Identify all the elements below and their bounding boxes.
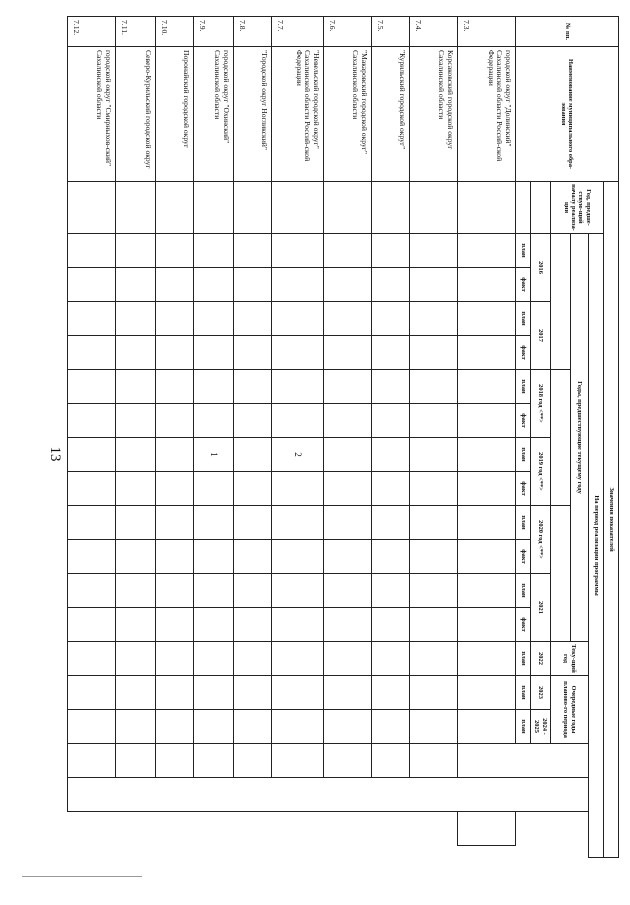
value-cell [234,370,272,404]
value-cell [156,336,194,370]
value-cell [116,540,156,574]
value-cell [68,540,116,574]
value-2019-plan: 1 [194,438,234,472]
value-cell [68,506,116,540]
header-plan-2022: план [516,642,531,676]
value-cell [458,608,516,642]
value-cell [372,472,410,506]
value-cell [68,302,116,336]
value-cell [324,268,372,302]
value-cell [272,336,324,370]
value-cell [372,540,410,574]
value-cell [372,370,410,404]
header-year-2017: 2017 [531,302,551,370]
header-plan-2021: план [516,574,531,608]
value-cell [116,676,156,710]
value-cell [372,302,410,336]
value-cell [234,404,272,438]
row-number: 7.7. [272,17,324,47]
value-cell [156,744,194,778]
value-cell [458,404,516,438]
value-cell [410,608,458,642]
value-cell [272,540,324,574]
table-row [324,17,372,858]
value-cell [324,370,372,404]
value-cell [458,676,516,710]
value-cell [156,608,194,642]
value-cell [272,574,324,608]
value-cell [194,608,234,642]
header-plan-2024-2025: план [516,710,531,744]
municipality-name: "Невельский городской округ" Сахалинской области Россий-ской Федерации [272,47,324,182]
value-cell [116,404,156,438]
header-year-2016: 2016 [531,234,551,302]
header-fact-2021: факт [516,608,531,642]
value-cell [372,642,410,676]
value-cell [156,574,194,608]
value-cell [156,642,194,676]
value-cell [372,710,410,744]
table-row [194,17,234,858]
header-blank-base [531,182,551,234]
value-cell [410,710,458,744]
value-cell [372,438,410,472]
value-cell [272,302,324,336]
header-plan-2016: план [516,234,531,268]
value-cell [324,438,372,472]
value-cell [372,404,410,438]
value-cell [68,608,116,642]
value-cell [194,370,234,404]
value-cell [194,302,234,336]
header-fact-2017: факт [516,336,531,370]
value-cell [156,268,194,302]
header-fact-2016: факт [516,268,531,302]
header-col-num: № пп. [516,17,619,47]
header-col-current-year: Теку-щий год [551,642,589,676]
value-cell [156,234,194,268]
value-cell [458,438,516,472]
table-row [68,17,116,858]
value-cell [116,336,156,370]
value-cell [68,574,116,608]
value-cell [156,438,194,472]
header-row-1 [604,17,619,858]
municipality-name: "Городской округ Ногликский" [234,47,272,182]
value-cell [410,540,458,574]
table-row [372,17,410,858]
value-cell [458,812,516,846]
page-number: 13 [47,446,64,462]
header-col-program-period: На период реализации программы [589,234,604,858]
value-cell [116,268,156,302]
table-row [458,17,516,858]
value-cell [324,472,372,506]
row-number: 7.4. [410,17,458,47]
table-row [234,17,272,858]
value-cell [234,268,272,302]
value-cell [272,370,324,404]
header-plan-2017: план [516,302,531,336]
value-cell [458,642,516,676]
value-cell [458,370,516,404]
value-cell [324,574,372,608]
row-number: 7.11. [116,17,156,47]
value-cell [234,302,272,336]
header-blank-2018-2019 [551,370,571,506]
value-cell [410,336,458,370]
value-cell [234,710,272,744]
value-cell [156,472,194,506]
header-blank-base-plan [516,182,531,234]
value-cell [272,676,324,710]
value-cell [116,234,156,268]
value-cell [272,472,324,506]
value-cell [324,234,372,268]
value-cell [194,540,234,574]
header-blank-2016-2017 [551,234,571,370]
table-body [68,17,619,858]
municipality-name: "Макаровский городской округ" Сахалинской области [324,47,372,182]
value-cell [272,642,324,676]
value-cell [272,268,324,302]
value-cell [156,540,194,574]
row-number: 7.3. [458,17,516,47]
value-cell [372,744,410,778]
header-year-2023: 2023 [531,676,551,710]
value-cell [372,268,410,302]
header-col-base-year: Год, предше-ствую-щий началу реализа-ции [551,182,604,234]
value-cell [194,234,234,268]
value-cell [458,268,516,302]
value-cell [324,676,372,710]
header-year-2020: 2020 год <**> [531,506,551,574]
header-plan-2020: план [516,506,531,540]
municipality-name: Северо-Курильский городской округ [116,47,156,182]
header-fact-2018: факт [516,404,531,438]
value-cell [410,302,458,336]
value-cell [234,472,272,506]
value-cell [156,676,194,710]
value-cell [234,642,272,676]
value-cell [458,472,516,506]
value-cell [458,506,516,540]
value-cell [194,710,234,744]
header-blank-2020-2021 [551,506,571,642]
value-cell [68,182,116,234]
header-year-2018: 2018 год <**> [531,370,551,438]
value-cell [410,574,458,608]
value-cell [324,710,372,744]
table-row [410,17,458,858]
value-cell [194,676,234,710]
value-cell [372,574,410,608]
value-cell [156,404,194,438]
header-plan-2019: план [516,438,531,472]
value-cell [234,744,272,778]
value-cell [234,182,272,234]
value-cell [458,182,516,234]
value-cell [194,472,234,506]
value-cell [68,744,116,778]
value-cell [116,506,156,540]
value-cell [156,506,194,540]
value-cell [458,234,516,268]
value-cell [116,744,156,778]
value-cell [324,744,372,778]
value-cell [272,182,324,234]
value-cell [324,540,372,574]
value-cell [116,574,156,608]
value-cell [372,676,410,710]
value-cell [324,404,372,438]
value-cell [410,506,458,540]
value-cell [272,506,324,540]
value-cell [156,710,194,744]
municipality-name: "Курильский городской округ" [372,47,410,182]
value-cell [68,472,116,506]
header-year-2022: 2022 [531,642,551,676]
value-cell [458,574,516,608]
value-cell [234,234,272,268]
right-margin-column [68,778,589,812]
header-year-2024-2025: 2024 - 2025 [531,710,551,744]
value-cell [68,710,116,744]
value-cell [410,268,458,302]
value-cell [410,472,458,506]
municipality-name: городской округ "Смирныхов-ский" Сахалинской области [68,47,116,182]
header-year-2021: 2021 [531,574,551,642]
value-cell [194,404,234,438]
value-cell [372,506,410,540]
value-cell [156,302,194,336]
header-col-name: Наименование муниципального обра-зования [516,47,619,182]
value-cell [116,472,156,506]
value-cell [410,234,458,268]
value-cell [324,302,372,336]
value-cell [194,744,234,778]
value-cell [116,182,156,234]
row-number: 7.10. [156,17,194,47]
table-row [272,17,324,858]
value-cell [194,642,234,676]
value-cell [458,336,516,370]
header-fact-2020: факт [516,540,531,574]
header-plan-2018: план [516,370,531,404]
value-cell [410,642,458,676]
value-cell [324,182,372,234]
header-fact-2019: факт [516,472,531,506]
value-cell [194,574,234,608]
row-number: 7.8. [234,17,272,47]
value-cell [458,540,516,574]
municipality-name: городской округ "Охинский" Сахалинской области [194,47,234,182]
value-cell [194,182,234,234]
value-cell [68,268,116,302]
header-col-values: Значения показателей [604,182,619,858]
value-cell [324,336,372,370]
rotated-sheet [71,16,619,857]
value-cell [68,642,116,676]
row-number: 7.12. [68,17,116,47]
value-cell [68,234,116,268]
table-row [116,17,156,858]
value-cell [372,182,410,234]
value-cell [458,710,516,744]
value-cell [194,336,234,370]
value-cell [234,540,272,574]
indicators-table [67,16,619,858]
value-cell [194,268,234,302]
value-cell [68,370,116,404]
value-cell [68,438,116,472]
value-cell [234,676,272,710]
value-cell [68,404,116,438]
value-cell [410,182,458,234]
value-2019-plan: 2 [272,438,324,472]
bottom-rule [22,876,142,877]
value-cell [324,642,372,676]
municipality-name: Поронайский городской округ [156,47,194,182]
value-cell [410,370,458,404]
row-number: 7.5. [372,17,410,47]
header-plan-2023: план [516,676,531,710]
table-row [156,17,194,858]
value-cell [272,234,324,268]
municipality-name: Корсаковский городской округ Сахалинской области [410,47,458,182]
row-number: 7.6. [324,17,372,47]
value-cell [272,710,324,744]
value-cell [234,438,272,472]
value-cell [156,370,194,404]
value-cell [272,744,324,778]
value-cell [272,404,324,438]
value-cell [234,574,272,608]
value-cell [372,608,410,642]
value-cell [116,302,156,336]
value-cell [116,608,156,642]
municipality-name: городской округ "Долинский" Сахалинской области Россий-ской Федерации [458,47,516,182]
header-spacer [458,744,589,778]
row-number: 7.9. [194,17,234,47]
value-cell [116,642,156,676]
table-frame [71,16,619,857]
value-cell [116,710,156,744]
value-cell [68,336,116,370]
value-cell [272,608,324,642]
header-year-2019: 2019 год <**> [531,438,551,506]
value-cell [116,370,156,404]
value-cell [234,336,272,370]
header-col-years-before: Годы, предшествующие текущему году [571,234,589,642]
value-cell [410,404,458,438]
value-cell [324,506,372,540]
value-cell [410,676,458,710]
header-col-next-years: Очередные годы планово-го периода [551,676,589,744]
value-cell [324,608,372,642]
value-cell [372,336,410,370]
value-cell [234,608,272,642]
value-cell [234,506,272,540]
value-cell [458,302,516,336]
value-cell [156,182,194,234]
value-cell [68,676,116,710]
value-cell [410,438,458,472]
value-cell [194,506,234,540]
value-cell [372,234,410,268]
value-cell [116,438,156,472]
value-cell [410,744,458,778]
